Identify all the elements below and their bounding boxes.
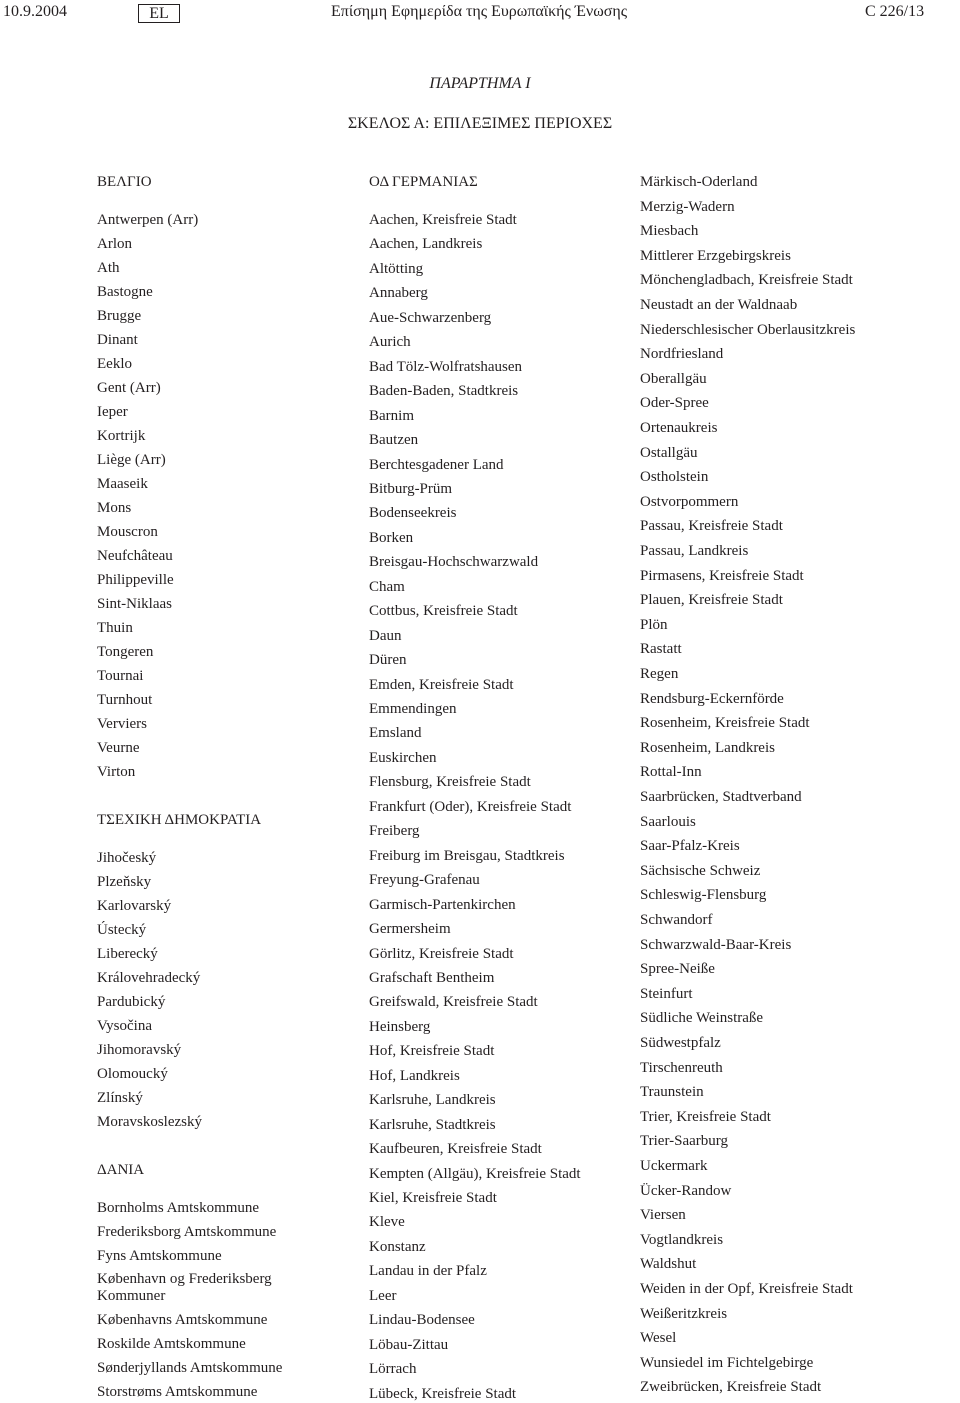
region-item: Rottal-Inn xyxy=(640,764,702,781)
region-item: Schwandorf xyxy=(640,912,713,928)
region-item: Breisgau-Hochschwarzwald xyxy=(369,554,539,571)
region-item: Tournai xyxy=(97,668,144,684)
region-item: Niederschlesischer Oberlausitzkreis xyxy=(640,321,856,338)
region-item: Virton xyxy=(97,764,136,780)
section-heading: ΔΑΝΙΑ xyxy=(97,1162,145,1178)
region-item: Germersheim xyxy=(369,921,451,938)
region-item: Bodenseekreis xyxy=(369,505,457,522)
region-item: Ostallgäu xyxy=(640,444,698,461)
region-item: Oder-Spree xyxy=(640,395,709,412)
part-title: ΣΚΕΛΟΣ Α: ΕΠΙΛΕΞΙΜΕΣ ΠΕΡΙΟΧΕΣ xyxy=(347,115,613,132)
region-item: Frankfurt (Oder), Kreisfreie Stadt xyxy=(369,798,572,815)
section-heading: ΒΕΛΓΙΟ xyxy=(97,174,152,190)
region-item: Ostholstein xyxy=(640,469,709,486)
region-item: Kortrijk xyxy=(97,428,146,444)
region-item: Passau, Kreisfreie Stadt xyxy=(640,518,783,535)
region-item: Aue-Schwarzenberg xyxy=(369,309,492,326)
region-item: Freiberg xyxy=(369,823,420,840)
region-item: Mönchengladbach, Kreisfreie Stadt xyxy=(640,272,853,289)
region-item: Bautzen xyxy=(369,432,419,449)
region-item: Thuin xyxy=(97,620,133,636)
region-item: Löbau-Zittau xyxy=(369,1336,449,1353)
region-item: Vogtlandkreis xyxy=(640,1231,724,1248)
region-item: Oberallgäu xyxy=(640,370,707,387)
region-item: Storstrøms Amtskommune xyxy=(97,1384,258,1400)
region-item: Liberecký xyxy=(97,946,158,962)
region-item: Emden, Kreisfreie Stadt xyxy=(369,676,514,693)
region-item: Ücker-Randow xyxy=(640,1182,732,1199)
region-item: Fyns Amtskommune xyxy=(97,1248,222,1264)
region-item: Rosenheim, Landkreis xyxy=(640,739,775,756)
region-item: Philippeville xyxy=(97,572,174,588)
region-item: Passau, Landkreis xyxy=(640,543,749,559)
region-item: Neustadt an der Waldnaab xyxy=(640,297,798,313)
region-item: Karlsruhe, Landkreis xyxy=(369,1092,496,1109)
region-item: Aachen, Kreisfreie Stadt xyxy=(369,212,517,228)
region-item: Jihočeský xyxy=(97,850,157,866)
page-number: C 226/13 xyxy=(865,3,925,20)
region-item: Aurich xyxy=(369,334,411,351)
region-item: Plön xyxy=(640,616,668,633)
region-item: Bornholms Amtskommune xyxy=(97,1200,260,1216)
region-item: Trier-Saarburg xyxy=(640,1133,729,1150)
region-item: Annaberg xyxy=(369,285,428,302)
region-item: Steinfurt xyxy=(640,985,693,1002)
region-item: Uckermark xyxy=(640,1158,708,1174)
region-item: Frederiksborg Amtskommune xyxy=(97,1224,277,1240)
region-item: Bad Tölz-Wolfratshausen xyxy=(369,358,523,375)
region-item: Lörrach xyxy=(369,1361,417,1378)
region-item: Saarbrücken, Stadtverband xyxy=(640,789,802,805)
region-item: Liège (Arr) xyxy=(97,452,166,468)
region-item: Hof, Kreisfreie Stadt xyxy=(369,1043,495,1060)
region-item: Daun xyxy=(369,627,402,644)
region-item: Weißeritzkreis xyxy=(640,1305,728,1322)
region-item: Dinant xyxy=(97,332,138,348)
region-item: Zweibrücken, Kreisfreie Stadt xyxy=(640,1379,822,1396)
region-item: Ieper xyxy=(97,404,128,420)
region-item: Královehradecký xyxy=(97,970,201,986)
region-item: Cottbus, Kreisfreie Stadt xyxy=(369,603,518,620)
region-item: Karlsruhe, Stadtkreis xyxy=(369,1116,496,1133)
language-badge: EL xyxy=(138,4,180,23)
region-item: Emsland xyxy=(369,725,422,742)
region-item: Rosenheim, Kreisfreie Stadt xyxy=(640,715,810,732)
region-item: Brugge xyxy=(97,308,142,324)
region-item: Aachen, Landkreis xyxy=(369,236,483,253)
region-item: Sønderjyllands Amtskommune xyxy=(97,1360,283,1376)
region-item: Leer xyxy=(369,1287,397,1304)
region-item: Roskilde Amtskommune xyxy=(97,1336,246,1352)
publication-date: 10.9.2004 xyxy=(3,3,67,20)
region-item: Veurne xyxy=(97,740,140,756)
region-item: Miesbach xyxy=(640,223,699,240)
region-item: Verviers xyxy=(97,716,147,732)
region-item: Gent (Arr) xyxy=(97,380,161,396)
section-heading: ΟΔ ΓΕΡΜΑΝΙΑΣ xyxy=(369,174,478,190)
region-item: Berchtesgadener Land xyxy=(369,456,504,473)
region-item: Tirschenreuth xyxy=(640,1059,723,1076)
region-item: Weiden in der Opf, Kreisfreie Stadt xyxy=(640,1281,853,1297)
region-item: Kiel, Kreisfreie Stadt xyxy=(369,1190,497,1206)
region-item: Südwestpfalz xyxy=(640,1035,721,1051)
region-item: Cham xyxy=(369,578,405,595)
region-item: Lübeck, Kreisfreie Stadt xyxy=(369,1385,517,1402)
region-item: København og Frederiksberg Kommuner xyxy=(97,1271,272,1304)
region-item: Märkisch-Oderland xyxy=(640,174,758,190)
region-item: Regen xyxy=(640,666,679,682)
region-item: Traunstein xyxy=(640,1084,704,1101)
region-item: Pardubický xyxy=(97,994,166,1010)
region-item: Freiburg im Breisgau, Stadtkreis xyxy=(369,847,565,864)
region-item: Pirmasens, Kreisfreie Stadt xyxy=(640,567,804,584)
region-item: Garmisch-Partenkirchen xyxy=(369,896,516,913)
region-item: Heinsberg xyxy=(369,1018,431,1035)
region-item: Olomoucký xyxy=(97,1066,168,1082)
region-item: Sächsische Schweiz xyxy=(640,862,761,879)
region-item: Kleve xyxy=(369,1214,405,1231)
region-item: Baden-Baden, Stadtkreis xyxy=(369,383,519,400)
region-item: Greifswald, Kreisfreie Stadt xyxy=(369,994,538,1011)
region-item: Barnim xyxy=(369,407,414,424)
region-item: Südliche Weinstraße xyxy=(640,1010,764,1027)
region-item: Düren xyxy=(369,652,407,669)
region-item: Plauen, Kreisfreie Stadt xyxy=(640,592,783,609)
region-item: Vysočina xyxy=(97,1018,152,1034)
region-item: Bitburg-Prüm xyxy=(369,480,453,497)
region-item: Görlitz, Kreisfreie Stadt xyxy=(369,945,514,962)
region-item: Schleswig-Flensburg xyxy=(640,887,767,904)
region-item: Ústecký xyxy=(97,922,147,938)
region-item: Spree-Neiße xyxy=(640,961,715,978)
region-item: Trier, Kreisfreie Stadt xyxy=(640,1108,771,1125)
region-item: Bastogne xyxy=(97,284,153,300)
region-item: Arlon xyxy=(97,236,132,252)
region-item: Ath xyxy=(97,260,120,276)
region-item: Schwarzwald-Baar-Kreis xyxy=(640,936,792,953)
region-item: Hof, Landkreis xyxy=(369,1067,460,1084)
journal-title: Επίσημη Εφημερίδα της Ευρωπαϊκής Ένωσης xyxy=(331,3,628,20)
region-item: Jihomoravský xyxy=(97,1042,182,1058)
region-item: Lindau-Bodensee xyxy=(369,1312,475,1329)
region-item: Zlínský xyxy=(97,1090,143,1106)
region-item: Saarlouis xyxy=(640,813,696,830)
region-item: Rendsburg-Eckernförde xyxy=(640,690,784,707)
region-item: Kempten (Allgäu), Kreisfreie Stadt xyxy=(369,1165,581,1182)
region-item: Mouscron xyxy=(97,524,158,540)
annex-title: ΠΑΡΑΡΤΗΜΑ Ι xyxy=(429,75,531,92)
region-item: Plzeňsky xyxy=(97,874,152,890)
region-item: Wesel xyxy=(640,1330,677,1347)
region-item: Borken xyxy=(369,529,414,546)
region-item: Grafschaft Bentheim xyxy=(369,969,495,986)
region-item: Nordfriesland xyxy=(640,346,724,363)
region-item: Merzig-Wadern xyxy=(640,198,735,215)
region-item: Sint-Niklaas xyxy=(97,596,172,612)
region-item: Rastatt xyxy=(640,641,682,658)
region-item: Kaufbeuren, Kreisfreie Stadt xyxy=(369,1141,542,1158)
region-item: Maaseik xyxy=(97,476,148,492)
region-item: Altötting xyxy=(369,260,424,277)
region-item: Tongeren xyxy=(97,644,154,660)
region-item: Moravskoslezský xyxy=(97,1114,202,1130)
region-item: Eeklo xyxy=(97,356,132,372)
region-item: Karlovarský xyxy=(97,898,172,914)
region-item: Ostvorpommern xyxy=(640,493,739,510)
section-heading: ΤΣΕΧΙΚΗ ΔΗΜΟΚΡΑΤΙΑ xyxy=(97,812,262,828)
region-item: Neufchâteau xyxy=(97,548,173,564)
page-header xyxy=(0,3,960,25)
region-item: Waldshut xyxy=(640,1256,697,1273)
region-item: Københavns Amtskommune xyxy=(97,1312,268,1328)
region-item: Ortenaukreis xyxy=(640,420,718,436)
region-item: Konstanz xyxy=(369,1238,426,1255)
region-item: Freyung-Grafenau xyxy=(369,872,480,889)
region-item: Mittlerer Erzgebirgskreis xyxy=(640,247,791,264)
region-item: Flensburg, Kreisfreie Stadt xyxy=(369,774,531,791)
region-item: Turnhout xyxy=(97,692,153,708)
region-item: Antwerpen (Arr) xyxy=(97,212,199,228)
region-item: Viersen xyxy=(640,1207,686,1224)
region-item: Mons xyxy=(97,500,132,516)
region-item: Landau in der Pfalz xyxy=(369,1263,487,1280)
region-item: Emmendingen xyxy=(369,701,457,717)
region-item: Saar-Pfalz-Kreis xyxy=(640,838,740,855)
region-item: Wunsiedel im Fichtelgebirge xyxy=(640,1354,814,1371)
region-item: Euskirchen xyxy=(369,749,437,766)
